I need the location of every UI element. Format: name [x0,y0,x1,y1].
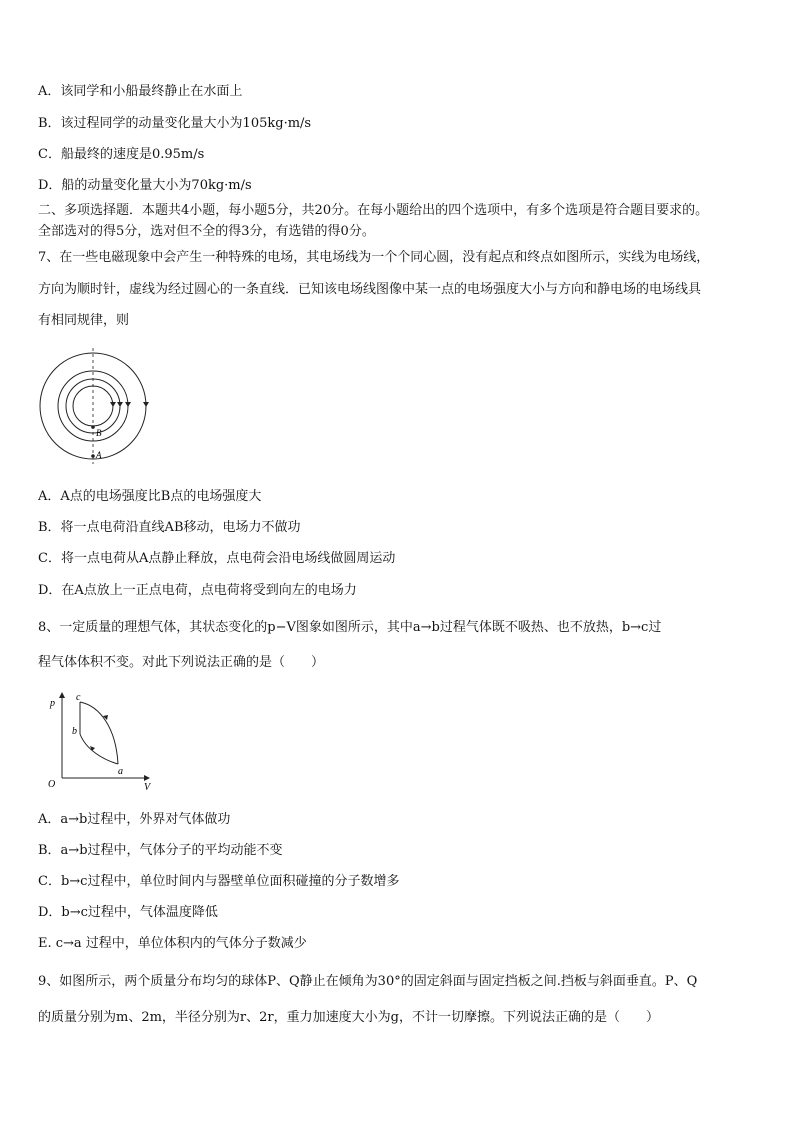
q7-field-figure [38,346,158,466]
q7-option-d: D．在A点放上一正点电荷，点电荷将受到向左的电场力 [38,583,357,598]
q8-label-v: V [144,782,151,793]
section2-line1: 二、多项选择题．本题共4小题，每小题5分，共20分。在每小题给出的四个选项中，有多个选项是符合题目要求的。 [38,203,709,218]
q9-stem-line2: 的质量分别为m、2m，半径分别为r、2r，重力加速度大小为g，不计一切摩擦。下列说法正确的是（ ） [38,1010,659,1025]
q6-option-b: B．该过程同学的动量变化量大小为105kg·m/s [38,116,312,131]
arrow-icon [90,746,95,751]
q7-stem-line3: 有相同规律，则 [38,313,130,328]
arrow-icon [144,775,150,781]
q7-stem-line1: 7、在一些电磁现象中会产生一种特殊的电场，其电场线为一个个同心圆，没有起点和终点如图所示，实线为电场线， [38,250,710,265]
q7-point-b [91,425,95,429]
q7-label-b: B [96,428,102,438]
q7-stem-line2: 方向为顺时针，虚线为经过圆心的一条直线．已知该电场线图像中某一点的电场强度大小与方向和静电场的电场线具 [38,282,702,297]
q8-label-c: c [76,692,81,703]
arrow-icon [117,402,123,407]
q8-label-b: b [72,726,77,737]
arrow-icon [59,692,65,698]
q6-option-d: D．船的动量变化量大小为70kg·m/s [38,178,252,193]
arrow-icon [110,402,116,407]
q8-pv-figure [40,688,160,793]
arrow-icon [143,402,149,407]
q8-option-a: A．a→b过程中，外界对气体做功 [38,812,231,827]
q8-label-p: p [50,698,55,709]
q6-option-c: C．船最终的速度是0.95m/s [38,147,205,162]
q8-label-o: O [48,779,56,790]
q7-field-line-inner [66,379,120,433]
q8-option-c: C．b→c过程中，单位时间内与器壁单位面积碰撞的分子数增多 [38,874,400,889]
section2-line2: 全部选对的得5分，选对但不全的得3分，有选错的得0分。 [38,224,375,239]
arrow-icon [125,402,131,407]
q7-label-a: A [96,450,102,460]
q8-option-e: E. c→a 过程中，单位体积内的气体分子数减少 [38,936,307,951]
q8-label-a: a [118,766,123,777]
q9-stem-line1: 9、如图所示，两个质量分布均匀的球体P、Q静止在倾角为30°的固定斜面与固定挡板之间.挡板与斜面垂直。P、Q [38,974,698,989]
q8-option-b: B．a→b过程中，气体分子的平均动能不变 [38,843,283,858]
q7-option-c: C．将一点电荷从A点静止释放，点电荷会沿电场线做圆周运动 [38,551,396,566]
q8-ca-curve [80,702,118,764]
q7-option-a: A．A点的电场强度比B点的电场强度大 [38,489,262,504]
q6-option-a: A．该同学和小船最终静止在水面上 [38,84,243,99]
q8-ab-curve [80,734,118,764]
q8-option-d: D．b→c过程中，气体温度降低 [38,905,218,920]
q7-option-b: B．将一点电荷沿直线AB移动，电场力不做功 [38,520,301,535]
q7-point-a [91,454,95,458]
q7-field-line-middle [58,371,128,441]
q8-stem-line2: 程气体体积不变。对此下列说法正确的是（ ） [38,655,325,670]
q8-stem-line1: 8、一定质量的理想气体，其状态变化的p−V图象如图所示，其中a→b过程气体既不吸热、也不放热，b→c过 [38,620,662,635]
